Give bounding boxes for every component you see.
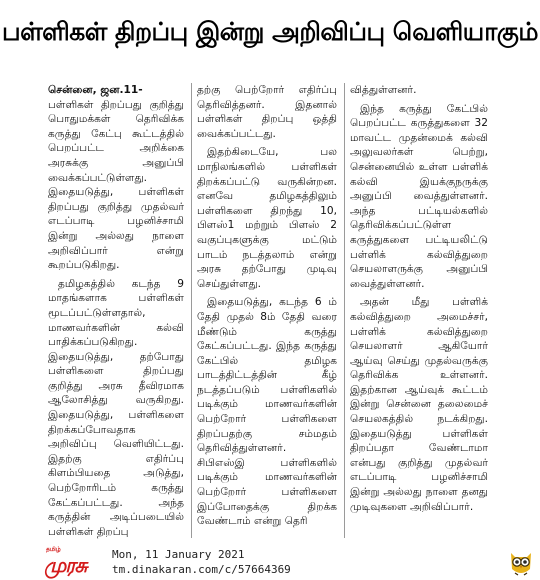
brand-logo-small-text: தமிழ்: [46, 546, 61, 553]
article-paragraph: இதையடுத்து, கடந்த 6 ம் தேதி முதல் 8ம் தேதி வரை மீண்டும் கருத்து கேட்கப்பட்டது. இந்த கருத்து கேட்பில் தமிழக பாடத்திட்டத்தின் கீழ் நடத்தப்படும் பள்ளிகளில் படிக்கும் மாணவர்களின் பெற்றோர் பள்ளிகளை திறப்பதற்கு சம்மதம் தெரிவித்துள்ளனர். சிபிஎஸ்இ பள்ளிகளில் படிக்கும் மாணவர்களின் பெற்றோர் பள்ளிகளை இப்போதைக்கு திறக்க வேண்டாம் என்று தெரி: [197, 296, 337, 528]
dateline: சென்னை, ஜன.11-: [48, 84, 143, 96]
paragraph-text: பள்ளிகள் திறப்பது குறித்து பொதுமக்கள் தெரிவிக்க கருத்து கேட்பு கூட்டத்தில் பெறப்பட்ட அறிக்கை அரசுக்கு அனுப்பி வைக்கப்பட்டுள்ளது. இதையடுத்து, பள்ளிகள் திறப்பது குறித்து முதல்வர் எடப்பாடி பழனிச்சாமி இன்று அல்லது நாளை அறிவிப்பார் என்று கூறப்படுகிறது.: [48, 98, 184, 272]
column-divider: [191, 83, 192, 538]
article-paragraph: தற்கு பெற்றோர் எதிர்ப்பு தெரிவித்தனர். இதனால் பள்ளிகள் திறப்பு ஒத்தி வைக்கப்பட்டது.: [197, 84, 337, 140]
article-paragraph: தமிழகத்தில் கடந்த 9 மாதங்களாக பள்ளிகள் மூடப்பட்டுள்ளதால், மாணவர்களின் கல்வி பாதிக்கப்படுகிறது. இதையடுத்து, தற்போது பள்ளிகளை திறப்பது குறித்து அரசு தீவிரமாக ஆலோசித்து வருகிறது. இதையடுத்து, பள்ளிகளை திறக்கப்போவதாக அறிவிப்பு வெளியிட்டது. இதற்கு எதிர்ப்பு கிளம்பியதை அடுத்து, பெற்றோரிடம் கருத்து கேட்கப்பட்டது. அந்த கருத்தின் அடிப்படையில் பள்ளிகள் திறப்பு: [48, 277, 184, 538]
headline: பள்ளிகள் திறப்பு இன்று அறிவிப்பு வெளியாகும்: [2, 16, 538, 46]
article-paragraph: [48, 83, 184, 273]
footer: [0, 545, 540, 579]
brand-logo[interactable]: [36, 547, 102, 577]
article-body: [48, 83, 488, 543]
column-divider: [344, 83, 345, 538]
article-column-3: [350, 83, 488, 543]
owl-icon: [508, 547, 534, 577]
footer-meta: [112, 547, 291, 577]
article-column-2: [197, 83, 337, 543]
brand-logo-text: முரசு: [44, 553, 87, 577]
article-url[interactable]: tm.dinakaran.com/c/57664369: [112, 563, 291, 576]
article-paragraph: அதன் மீது பள்ளிக் கல்வித்துறை அமைச்சர், பள்ளிக் கல்வித்துறை செயலாளர் ஆகியோர் ஆய்வு செய்து முதல்வருக்கு தெரிவிக்க உள்ளனர். இதற்கான ஆய்வுக் கூட்டம் இன்று சென்னை தலைமைச் செயலகத்தில் நடக்கிறது. இதையடுத்து பள்ளிகள் திறப்பதா வேண்டாமா என்பது குறித்து முதல்வர் எடப்பாடி பழனிச்சாமி இன்று அல்லது நாளை தனது முடிவுகளை அறிவிப்பார்.: [350, 296, 488, 513]
publication-date: Mon, 11 January 2021: [112, 548, 245, 561]
article-paragraph: வித்துள்ளனர்.: [350, 84, 417, 96]
article-paragraph: இதற்கிடையே, பல மாநிலங்களில் பள்ளிகள் திறக்கப்பட்டு வருகின்றன. எனவே தமிழகத்திலும் பள்ளிகளை திறந்து 10, பிளஸ்1 மற்றும் பிளஸ் 2 வகுப்புகளுக்கு மட்டும் பாடம் நடத்தலாம் என்று அரசு தற்போது முடிவு செய்துள்ளது.: [197, 146, 337, 290]
article-column-1: [48, 83, 184, 543]
article-paragraph: இந்த கருத்து கேட்பில் பெறப்பட்ட கருத்துகளை 32 மாவட்ட முதன்மைக் கல்வி அலுவலர்கள் பெற்று, சென்னையில் உள்ள பள்ளிக் கல்வி இயக்குநருக்கு அனுப்பி வைத்துள்ளனர். அந்த பட்டியல்களில் தெரிவிக்கப்பட்டுள்ள கருத்துகளை பட்டியலிட்டு பள்ளிக் கல்வித்துறை செயலாளருக்கு அனுப்பி வைத்துள்ளனர்.: [350, 102, 488, 290]
